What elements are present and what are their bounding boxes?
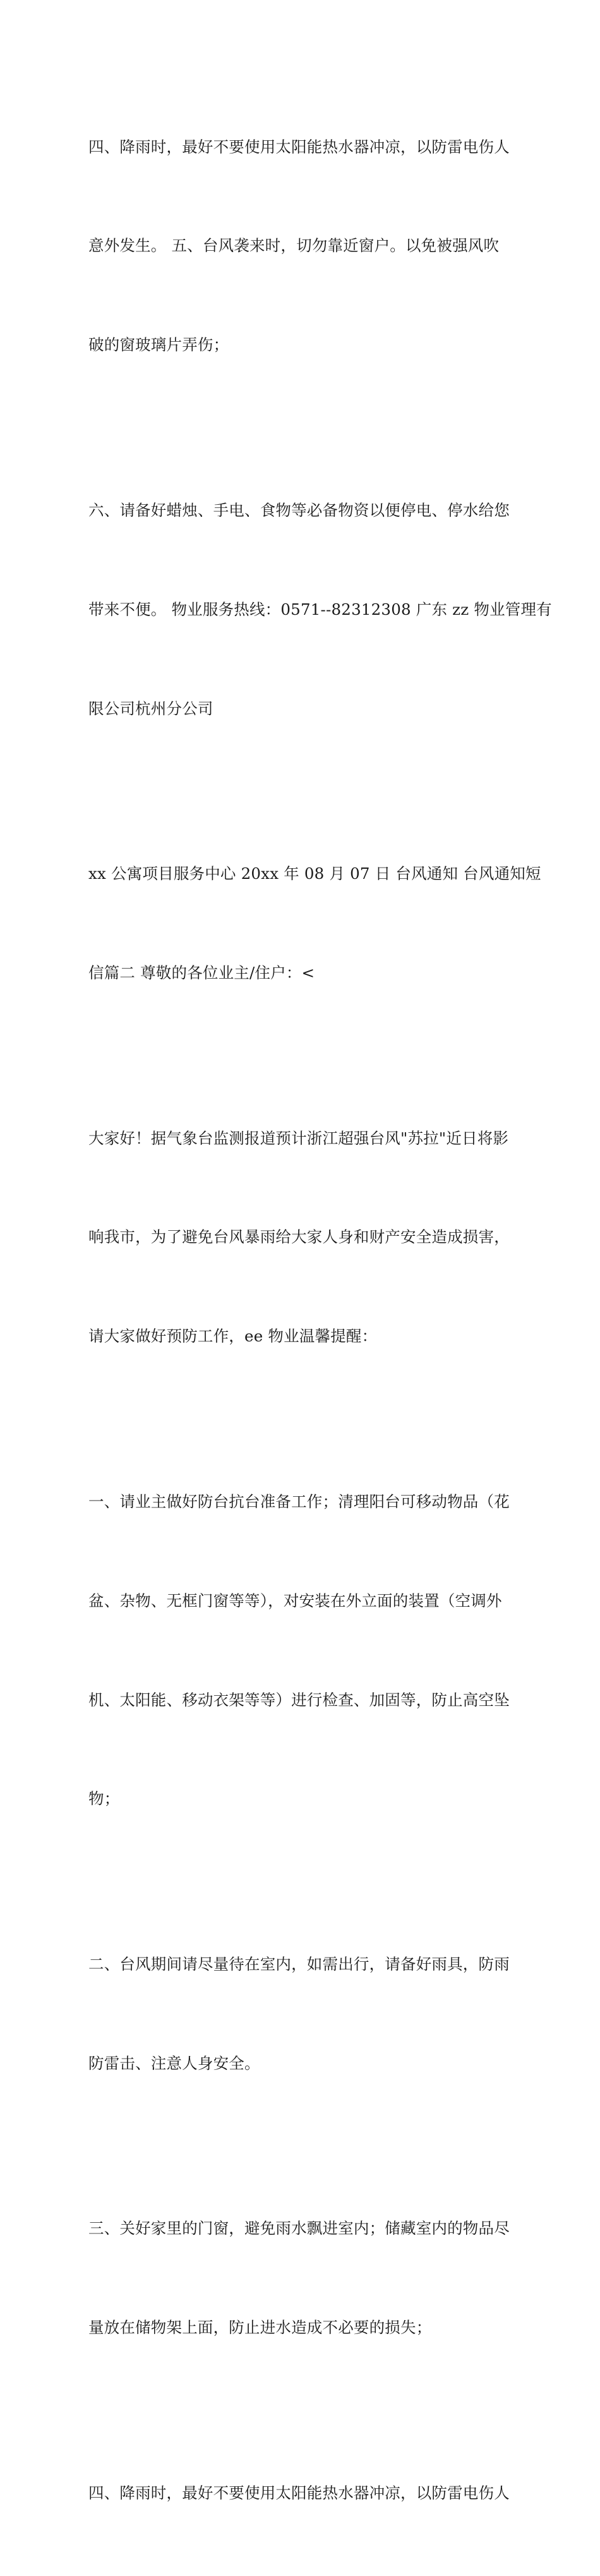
paragraph-item-three: [88, 2146, 518, 2410]
text-line: 六、请备好蜡烛、手电、食物等必备物资以便停电、停水给您: [88, 500, 510, 519]
text-line: 一、请业主做好防台抗台准备工作；清理阳台可移动物品（花: [88, 1492, 510, 1511]
paragraph-item-one: [88, 1419, 518, 1882]
paragraph-greeting: [88, 1056, 518, 1419]
text-line: 信篇二 尊敬的各位业主/住户：<: [88, 964, 315, 983]
text-line: 防雷击、注意人身安全。: [88, 2053, 260, 2072]
text-line: 二、台风期间请尽量待在室内，如需出行，请备好雨具，防雨: [88, 1954, 510, 1973]
text-line: 大家好！据气象台监测报道预计浙江超强台风"苏拉"近日将影: [88, 1128, 509, 1147]
document-body: [88, 64, 552, 2576]
text-line: 机、太阳能、移动衣架等等）进行检查、加固等，防止高空坠: [88, 1690, 510, 1709]
paragraph-item-four: [88, 2410, 518, 2575]
text-line: 限公司杭州分公司: [88, 699, 213, 718]
paragraph-supplies-hotline: [88, 428, 552, 791]
text-line: 意外发生。 五、台风袭来时，切勿靠近窗户。以免被强风吹: [88, 236, 500, 255]
text-line: 响我市，为了避免台风暴雨给大家人身和财产安全造成损害，: [88, 1228, 510, 1247]
text-line: 量放在储物架上面，防止进水造成不必要的损失；: [88, 2318, 432, 2337]
text-line: 破的窗玻璃片弄伤；: [88, 336, 229, 354]
text-line: xx 公寓项目服务中心 20xx 年 08 月 07 日 台风通知 台风通知短: [88, 864, 541, 883]
paragraph-item-two: [88, 1882, 518, 2146]
paragraph-rain-warning: [88, 64, 518, 428]
paragraph-signature-heading: [88, 792, 541, 1056]
text-line: 请大家做好预防工作，ee 物业温馨提醒：: [88, 1327, 378, 1346]
text-line: 物；: [88, 1789, 120, 1808]
text-line: 盆、杂物、无框门窗等等），对安装在外立面的装置（空调外: [88, 1591, 502, 1610]
text-line: 四、降雨时，最好不要使用太阳能热水器冲凉，以防雷电伤人: [88, 2483, 510, 2502]
text-line: 带来不便。 物业服务热线：0571--82312308 广东 zz 物业管理有: [88, 600, 552, 619]
text-line: 三、关好家里的门窗，避免雨水飘进室内；储藏室内的物品尽: [88, 2219, 510, 2238]
text-line: 四、降雨时，最好不要使用太阳能热水器冲凉，以防雷电伤人: [88, 137, 510, 156]
